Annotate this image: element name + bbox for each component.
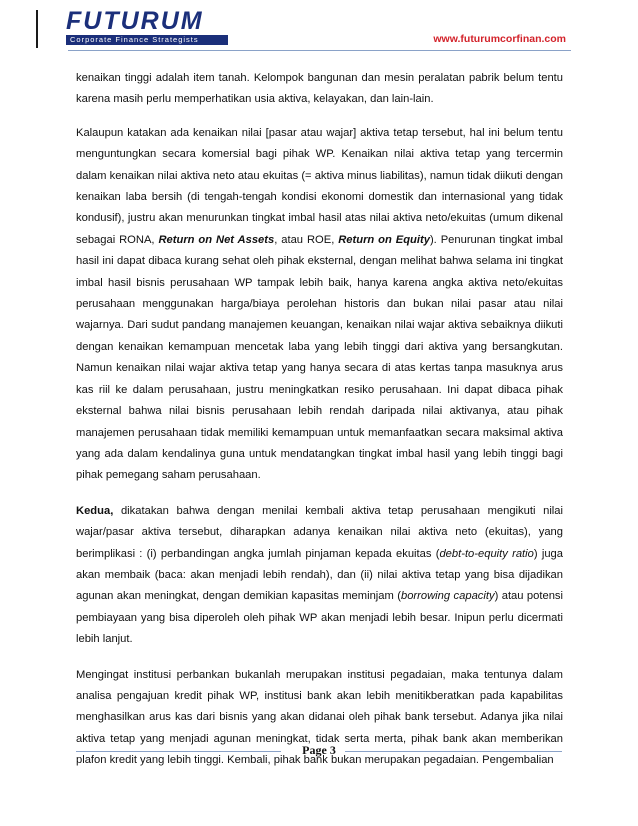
document-body xyxy=(76,68,563,786)
term-rona: Return on Net Assets xyxy=(158,233,275,246)
header-divider xyxy=(68,50,571,51)
paragraph-2-text-a: Kalaupun katakan ada kenaikan nilai [pasar atau wajar] aktiva tetap tersebut, hal ini belum tentu menguntungkan secara komersial bagi pihak WP. Kenaikan nilai aktiva tetap yang tercermin dalam kenaikan nilai aktiva neto atau ekuitas (= aktiva minus liabilitas), namun tidak diikuti dengan kenaikan laba bersih (di tengah-tengah kondisi ekonomi domestik dan internasional yang tidak kondusif), justru akan menurunkan tingkat imbal hasil atas nilai aktiva neto/ekuitas (umum dikenal sebagai RONA, xyxy=(76,126,563,246)
paragraph-3-text-a: dikatakan bahwa dengan menilai kembali aktiva tetap perusahaan mengikuti nilai wajar/pasar aktiva tersebut, diharapkan adanya kenaikan nilai aktiva neto (ekuitas), yang berimplikasi : (i) perbandingan angka jumlah pinjaman kepada ekuitas ( xyxy=(76,504,563,560)
term-borrowing-capacity: borrowing capacity xyxy=(400,590,495,603)
paragraph-4: Mengingat institusi perbankan bukanlah merupakan institusi pegadaian, maka tentunya dalam analisa pengajuan kredit pihak WP, institusi bank akan lebih menitikberatkan pada kapabilitas menghasilkan arus kas dari bisnis yang akan didanai oleh pihak bank tersebut. Adanya jika nilai aktiva tetap yang menjadi agunan meningkat, tidak serta merta, pihak bank akan memberikan plafon kredit yang lebih tinggi. Kembali, pihak bank bukan merupakan pegadaian. Pengembalian xyxy=(76,668,563,767)
paragraph-3-lead: Kedua, xyxy=(76,504,114,517)
paragraph-2-text-b: , atau ROE, xyxy=(274,233,339,246)
term-debt-to-equity: debt-to-equity ratio xyxy=(439,547,534,560)
paragraph-2 xyxy=(76,123,563,487)
paragraph-3-text-b: ) juga akan membaik (baca: akan menjadi lebih rendah), dan (ii) nilai aktiva tetap yang bisa dijadikan agunan akan meningkat, dengan demikian kapasitas meminjam ( xyxy=(76,547,563,603)
corner-crop-mark xyxy=(36,10,38,48)
term-roe: Return on Equity xyxy=(338,233,430,246)
paragraph-3-text-c: ) atau potensi pembiayaan yang bisa diperoleh oleh pihak WP akan menjadi lebih besar. Inipun perlu dicermati lebih lanjut. xyxy=(76,590,564,646)
website-link[interactable]: www.futurumcorfinan.com xyxy=(433,33,566,45)
logo-tagline: Corporate Finance Strategists xyxy=(70,35,199,44)
paragraph-3 xyxy=(76,501,563,651)
logo-wordmark: FUTURUM xyxy=(66,7,204,35)
footer-divider-right xyxy=(345,751,562,752)
paragraph-2-text-c: ). Penurunan tingkat imbal hasil ini dapat dibaca kurang sehat oleh pihak eksternal, dengan melihat bahwa selama ini tingkat imbal hasil bisnis perusahaan WP tampak lebih baik, hanya karena angka aktiva neto/ekuitas perusahaan menggunakan harga/biaya perolehan historis dan bukan nilai pasar atau nilai wajarnya. Dari sudut pandang manajemen keuangan, kenaikan nilai wajar aktiva sebaiknya diikuti dengan kenaikan kemampuan mencetak laba yang lebih tinggi dari aktiva yang bersangkutan. Namun kenaikan nilai wajar aktiva tetap yang hanya secara di atas kertas tanpa masuknya arus kas riil ke dalam perusahaan, justru meningkatkan resiko perusahaan. Ini dapat dibaca pihak eksternal bahwa nilai bisnis perusahaan lebih rendah daripada nilai aktivanya, atau pihak manajemen perusahaan tidak memiliki kemampuan untuk memanfaatkan secara maksimal aktiva yang ada dalam kendalinya guna untuk mendatangkan tingkat imbal hasil yang lebih tinggi bagi pihak pemegang saham perusahaan. xyxy=(76,233,563,482)
futurum-logo xyxy=(66,7,228,44)
page-number: Page 3 xyxy=(302,743,336,757)
paragraph-1: kenaikan tinggi adalah item tanah. Kelompok bangunan dan mesin peralatan pabrik belum tentu karena masih perlu memperhatikan usia aktiva, kelayakan, dan lain-lain. xyxy=(76,72,563,106)
